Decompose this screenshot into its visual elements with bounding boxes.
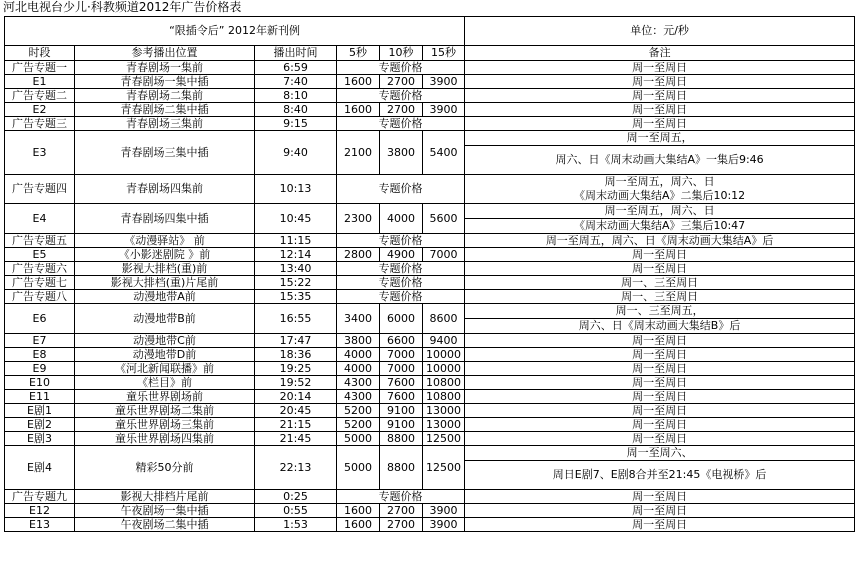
- notes-cell: 周一至周日: [465, 432, 855, 446]
- slot-cell: E13: [5, 518, 75, 532]
- position-cell: 《栏目》前: [75, 376, 255, 390]
- time-cell: 15:22: [255, 276, 337, 290]
- table-row: [5, 418, 855, 432]
- table-row: [5, 362, 855, 376]
- special-price-cell: 专题价格: [337, 262, 465, 276]
- header-5s: 5秒: [337, 46, 380, 61]
- table-row: [5, 248, 855, 262]
- slot-cell: 广告专题二: [5, 89, 75, 103]
- notes-cell: 周一至周日: [465, 490, 855, 504]
- table-row: [5, 432, 855, 446]
- notes-cell: 周一至周日: [465, 103, 855, 117]
- notes-cell: 周一至周日: [465, 117, 855, 131]
- price-5s-cell: 2800: [337, 248, 380, 262]
- notes-cell: 周一至周日: [465, 348, 855, 362]
- slot-cell: E剧1: [5, 404, 75, 418]
- slot-cell: E5: [5, 248, 75, 262]
- price-10s-cell: 8800: [380, 446, 423, 490]
- price-5s-cell: 4300: [337, 376, 380, 390]
- price-15s-cell: 13000: [423, 418, 465, 432]
- notes-line: 周一至周六、: [626, 446, 693, 459]
- position-cell: 《动漫驿站》 前: [75, 234, 255, 248]
- table-row: [5, 390, 855, 404]
- special-price-cell: 专题价格: [337, 117, 465, 131]
- notes-cell: 周一、三至周日: [465, 290, 855, 304]
- notes-line: 周一至周五，周六、日: [604, 204, 715, 217]
- position-cell: 青春剧场三集前: [75, 117, 255, 131]
- table-row: [5, 61, 855, 75]
- table-row: [5, 376, 855, 390]
- position-cell: 青春剧场三集中插: [75, 131, 255, 175]
- header-15s: 15秒: [423, 46, 465, 61]
- price-5s-cell: 5000: [337, 432, 380, 446]
- slot-cell: 广告专题四: [5, 175, 75, 204]
- position-cell: 青春剧场二集前: [75, 89, 255, 103]
- price-10s-cell: 9100: [380, 418, 423, 432]
- price-15s-cell: 3900: [423, 518, 465, 532]
- header-time: 播出时间: [255, 46, 337, 61]
- header-row: [5, 46, 855, 61]
- position-cell: 青春剧场四集前: [75, 175, 255, 204]
- slot-cell: E剧3: [5, 432, 75, 446]
- time-cell: 9:40: [255, 131, 337, 175]
- position-cell: 青春剧场四集中插: [75, 204, 255, 234]
- table-row: [5, 262, 855, 276]
- time-cell: 17:47: [255, 334, 337, 348]
- notes-cell: 周一至周日: [465, 518, 855, 532]
- notes-line: 《周末动画大集结A》二集后10:12: [573, 189, 746, 202]
- price-10s-cell: 6000: [380, 304, 423, 334]
- notes-line: 《周末动画大集结A》三集后10:47: [465, 218, 854, 233]
- position-cell: 动漫地带C前: [75, 334, 255, 348]
- special-price-cell: 专题价格: [337, 89, 465, 103]
- position-cell: 青春剧场二集中插: [75, 103, 255, 117]
- table-row: [5, 404, 855, 418]
- notes-cell: 周一至周日: [465, 362, 855, 376]
- notes-cell: [465, 131, 855, 175]
- notes-cell: 周一、三至周日: [465, 276, 855, 290]
- notes-cell: 周一至周日: [465, 504, 855, 518]
- time-cell: 22:13: [255, 446, 337, 490]
- header-position: 参考播出位置: [75, 46, 255, 61]
- position-cell: 影视大排档(重)前: [75, 262, 255, 276]
- table-row: [5, 204, 855, 234]
- price-10s-cell: 4000: [380, 204, 423, 234]
- time-cell: 20:45: [255, 404, 337, 418]
- price-10s-cell: 6600: [380, 334, 423, 348]
- slot-cell: E4: [5, 204, 75, 234]
- time-cell: 1:53: [255, 518, 337, 532]
- price-5s-cell: 2300: [337, 204, 380, 234]
- special-price-cell: 专题价格: [337, 234, 465, 248]
- price-15s-cell: 13000: [423, 404, 465, 418]
- time-cell: 9:15: [255, 117, 337, 131]
- table-row: [5, 75, 855, 89]
- price-15s-cell: 12500: [423, 446, 465, 490]
- price-5s-cell: 4000: [337, 362, 380, 376]
- price-15s-cell: 5400: [423, 131, 465, 175]
- header-slot: 时段: [5, 46, 75, 61]
- notes-cell: 周一至周日: [465, 89, 855, 103]
- time-cell: 21:15: [255, 418, 337, 432]
- price-5s-cell: 3400: [337, 304, 380, 334]
- price-10s-cell: 9100: [380, 404, 423, 418]
- notes-line: 周日E剧7、E剧8合并至21:45《电视桥》后: [465, 460, 854, 489]
- slot-cell: E10: [5, 376, 75, 390]
- price-15s-cell: 10800: [423, 390, 465, 404]
- price-table: [4, 16, 855, 532]
- price-5s-cell: 1600: [337, 518, 380, 532]
- special-price-cell: 专题价格: [337, 61, 465, 75]
- position-cell: 午夜剧场一集中插: [75, 504, 255, 518]
- notes-line: 周六、日《周末动画大集结A》一集后9:46: [465, 145, 854, 174]
- price-10s-cell: 2700: [380, 75, 423, 89]
- slot-cell: E9: [5, 362, 75, 376]
- position-cell: 动漫地带D前: [75, 348, 255, 362]
- time-cell: 21:45: [255, 432, 337, 446]
- table-row: [5, 518, 855, 532]
- position-cell: 童乐世界剧场前: [75, 390, 255, 404]
- position-cell: 青春剧场一集中插: [75, 75, 255, 89]
- table-row: [5, 131, 855, 175]
- price-5s-cell: 4300: [337, 390, 380, 404]
- table-row: [5, 234, 855, 248]
- price-10s-cell: 7000: [380, 362, 423, 376]
- price-10s-cell: 7600: [380, 376, 423, 390]
- special-price-cell: 专题价格: [337, 175, 465, 204]
- header-notes: 备注: [465, 46, 855, 61]
- price-5s-cell: 4000: [337, 348, 380, 362]
- time-cell: 8:10: [255, 89, 337, 103]
- price-5s-cell: 5000: [337, 446, 380, 490]
- price-15s-cell: 3900: [423, 103, 465, 117]
- position-cell: 青春剧场一集前: [75, 61, 255, 75]
- notes-cell: 周一至周日: [465, 248, 855, 262]
- price-15s-cell: 3900: [423, 75, 465, 89]
- slot-cell: E3: [5, 131, 75, 175]
- header-10s: 10秒: [380, 46, 423, 61]
- table-row: [5, 504, 855, 518]
- special-price-cell: 专题价格: [337, 490, 465, 504]
- notes-cell: [465, 175, 855, 204]
- slot-cell: 广告专题六: [5, 262, 75, 276]
- slot-cell: 广告专题八: [5, 290, 75, 304]
- time-cell: 20:14: [255, 390, 337, 404]
- time-cell: 15:35: [255, 290, 337, 304]
- table-row: [5, 276, 855, 290]
- time-cell: 19:52: [255, 376, 337, 390]
- notes-cell: 周一至周日: [465, 376, 855, 390]
- position-cell: 童乐世界剧场二集前: [75, 404, 255, 418]
- time-cell: 16:55: [255, 304, 337, 334]
- table-row: [5, 348, 855, 362]
- position-cell: 动漫地带B前: [75, 304, 255, 334]
- slot-cell: E7: [5, 334, 75, 348]
- notes-cell: 周一至周五，周六、日《周末动画大集结A》后: [465, 234, 855, 248]
- slot-cell: E剧2: [5, 418, 75, 432]
- notes-cell: 周一至周日: [465, 262, 855, 276]
- table-row: [5, 334, 855, 348]
- time-cell: 0:55: [255, 504, 337, 518]
- price-10s-cell: 4900: [380, 248, 423, 262]
- notes-cell: 周一至周日: [465, 390, 855, 404]
- price-5s-cell: 1600: [337, 75, 380, 89]
- price-10s-cell: 7000: [380, 348, 423, 362]
- slot-cell: 广告专题九: [5, 490, 75, 504]
- time-cell: 13:40: [255, 262, 337, 276]
- notes-line: 周一至周五，: [626, 131, 693, 144]
- notes-cell: 周一至周日: [465, 75, 855, 89]
- unit-label: 单位：元/秒: [465, 17, 855, 46]
- slot-cell: E剧4: [5, 446, 75, 490]
- time-cell: 8:40: [255, 103, 337, 117]
- time-cell: 12:14: [255, 248, 337, 262]
- slot-cell: 广告专题一: [5, 61, 75, 75]
- table-row: [5, 304, 855, 334]
- price-10s-cell: 8800: [380, 432, 423, 446]
- position-cell: 《河北新闻联播》前: [75, 362, 255, 376]
- time-cell: 10:45: [255, 204, 337, 234]
- table-row: [5, 117, 855, 131]
- price-10s-cell: 7600: [380, 390, 423, 404]
- notes-cell: [465, 204, 855, 234]
- price-15s-cell: 3900: [423, 504, 465, 518]
- price-15s-cell: 7000: [423, 248, 465, 262]
- table-subtitle: “限插令后” 2012年新刊例: [5, 17, 465, 46]
- notes-cell: 周一至周日: [465, 404, 855, 418]
- price-5s-cell: 3800: [337, 334, 380, 348]
- time-cell: 11:15: [255, 234, 337, 248]
- position-cell: 童乐世界剧场四集前: [75, 432, 255, 446]
- slot-cell: 广告专题七: [5, 276, 75, 290]
- position-cell: 动漫地带A前: [75, 290, 255, 304]
- time-cell: 18:36: [255, 348, 337, 362]
- table-row: [5, 175, 855, 204]
- position-cell: 午夜剧场二集中插: [75, 518, 255, 532]
- time-cell: 19:25: [255, 362, 337, 376]
- notes-cell: 周一至周日: [465, 61, 855, 75]
- notes-cell: 周一至周日: [465, 418, 855, 432]
- slot-cell: 广告专题五: [5, 234, 75, 248]
- time-cell: 10:13: [255, 175, 337, 204]
- special-price-cell: 专题价格: [337, 276, 465, 290]
- price-5s-cell: 5200: [337, 404, 380, 418]
- document-title: 河北电视台少儿·科教频道2012年广告价格表: [3, 0, 242, 14]
- notes-line: 周一、三至周五，: [615, 304, 704, 317]
- time-cell: 6:59: [255, 61, 337, 75]
- notes-line: 周一至周五，周六、日: [604, 175, 715, 188]
- price-10s-cell: 2700: [380, 518, 423, 532]
- price-15s-cell: 8600: [423, 304, 465, 334]
- price-10s-cell: 2700: [380, 103, 423, 117]
- price-15s-cell: 10000: [423, 362, 465, 376]
- table-row: [5, 490, 855, 504]
- price-15s-cell: 10000: [423, 348, 465, 362]
- slot-cell: E1: [5, 75, 75, 89]
- slot-cell: 广告专题三: [5, 117, 75, 131]
- special-price-cell: 专题价格: [337, 290, 465, 304]
- position-cell: 《小影迷剧院 》前: [75, 248, 255, 262]
- price-15s-cell: 10800: [423, 376, 465, 390]
- price-5s-cell: 5200: [337, 418, 380, 432]
- price-10s-cell: 3800: [380, 131, 423, 175]
- price-5s-cell: 2100: [337, 131, 380, 175]
- table-row: [5, 103, 855, 117]
- notes-cell: [465, 304, 855, 334]
- slot-cell: E8: [5, 348, 75, 362]
- table-row: [5, 89, 855, 103]
- slot-cell: E2: [5, 103, 75, 117]
- price-10s-cell: 2700: [380, 504, 423, 518]
- slot-cell: E12: [5, 504, 75, 518]
- time-cell: 7:40: [255, 75, 337, 89]
- price-5s-cell: 1600: [337, 504, 380, 518]
- time-cell: 0:25: [255, 490, 337, 504]
- position-cell: 精彩50分前: [75, 446, 255, 490]
- notes-cell: 周一至周日: [465, 334, 855, 348]
- notes-cell: [465, 446, 855, 490]
- position-cell: 影视大排档片尾前: [75, 490, 255, 504]
- price-5s-cell: 1600: [337, 103, 380, 117]
- price-15s-cell: 9400: [423, 334, 465, 348]
- price-15s-cell: 12500: [423, 432, 465, 446]
- position-cell: 影视大排档(重)片尾前: [75, 276, 255, 290]
- price-15s-cell: 5600: [423, 204, 465, 234]
- notes-line: 周六、日《周末动画大集结B》后: [465, 318, 854, 333]
- slot-cell: E11: [5, 390, 75, 404]
- table-row: [5, 446, 855, 490]
- position-cell: 童乐世界剧场三集前: [75, 418, 255, 432]
- table-row: [5, 290, 855, 304]
- slot-cell: E6: [5, 304, 75, 334]
